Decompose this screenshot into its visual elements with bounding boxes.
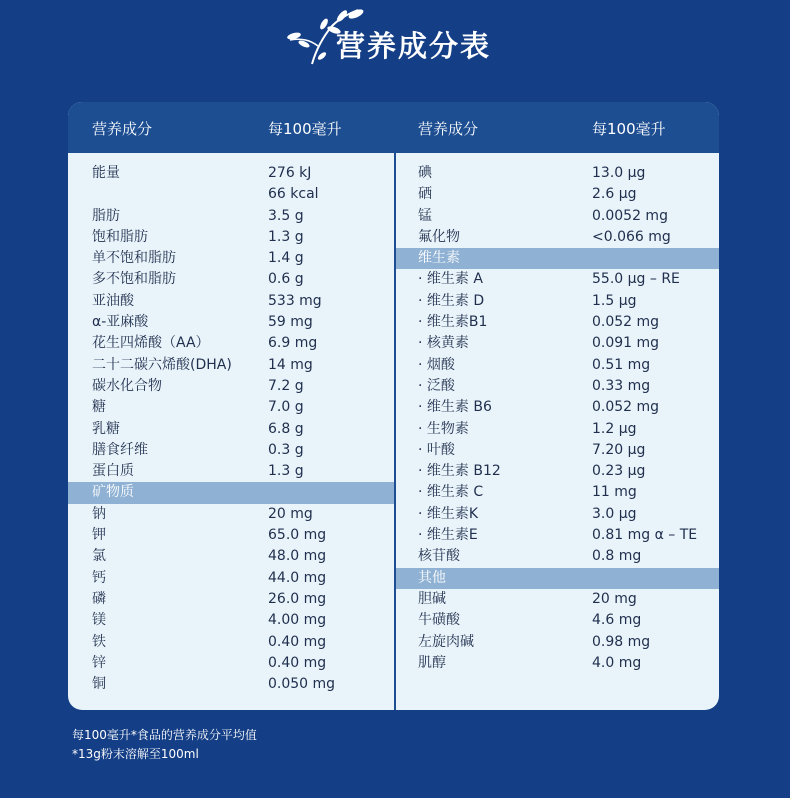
nutrient-value: 0.40 mg xyxy=(268,633,327,650)
table-row xyxy=(68,504,394,525)
nutrient-value: 13.0 μg xyxy=(592,165,646,181)
table-row xyxy=(68,227,394,248)
nutrient-name: 维生素 xyxy=(418,250,460,267)
nutrient-value: 20 mg xyxy=(268,505,313,522)
nutrient-value: 59 mg xyxy=(268,314,313,331)
table-row xyxy=(68,397,394,418)
nutrient-value: 11 mg xyxy=(592,484,637,501)
table-row xyxy=(396,589,719,610)
table-row xyxy=(396,632,719,653)
table-row xyxy=(68,568,394,589)
nutrient-value: 0.8 mg xyxy=(592,548,642,565)
nutrient-value: 7.0 g xyxy=(268,399,304,416)
table-row xyxy=(396,206,719,227)
table-row xyxy=(396,227,719,248)
footnote: *13g粉末溶解至100ml xyxy=(72,747,199,761)
table-row xyxy=(68,525,394,546)
nutrient-value: 6.9 mg xyxy=(268,335,318,352)
nutrient-name: 磷 xyxy=(92,590,106,607)
nutrient-name: 膳食纤维 xyxy=(92,441,148,458)
nutrient-value: 48.0 mg xyxy=(268,548,327,565)
nutrient-name: 其他 xyxy=(418,569,446,586)
nutrient-value: 1.4 g xyxy=(268,250,304,267)
nutrient-name: 铁 xyxy=(92,633,106,650)
nutrient-value: 0.3 g xyxy=(268,441,304,458)
nutrient-value: 3.0 μg xyxy=(592,505,637,522)
nutrient-value: 0.51 mg xyxy=(592,356,651,373)
table-row xyxy=(396,440,719,461)
nutrient-name: 左旋肉碱 xyxy=(418,633,474,650)
table-row xyxy=(68,269,394,290)
nutrient-name: 二十二碳六烯酸(DHA) xyxy=(92,356,232,373)
nutrient-name: 花生四烯酸（AA） xyxy=(92,335,210,352)
nutrient-name: 碘 xyxy=(418,165,432,181)
nutrient-name: · 维生素 A xyxy=(418,271,483,288)
table-row xyxy=(396,610,719,631)
nutrient-name: 氟化物 xyxy=(418,228,460,245)
table-row xyxy=(68,461,394,482)
nutrient-name: 多不饱和脂肪 xyxy=(92,271,176,288)
nutrient-value: 4.00 mg xyxy=(268,612,327,629)
table-row xyxy=(68,440,394,461)
table-row xyxy=(396,525,719,546)
table-row xyxy=(68,419,394,440)
table-row xyxy=(68,184,394,205)
table-row xyxy=(396,269,719,290)
nutrient-value: 0.091 mg xyxy=(592,335,660,352)
nutrient-name: 铜 xyxy=(92,676,106,693)
nutrient-value: 0.6 g xyxy=(268,271,304,288)
nutrient-value: <0.066 mg xyxy=(592,228,671,245)
nutrient-name: · 维生素E xyxy=(418,527,478,544)
nutrient-name: · 维生素 B12 xyxy=(418,463,501,480)
nutrient-name: 单不饱和脂肪 xyxy=(92,250,176,267)
nutrient-name: 锰 xyxy=(418,207,432,224)
table-row xyxy=(68,632,394,653)
nutrient-value: 7.2 g xyxy=(268,377,304,394)
nutrient-value: 55.0 μg – RE xyxy=(592,271,680,288)
nutrient-value: 1.5 μg xyxy=(592,292,637,309)
nutrient-name: 锌 xyxy=(92,654,106,671)
nutrient-name: · 生物素 xyxy=(418,420,469,437)
nutrient-value: 26.0 mg xyxy=(268,590,327,607)
table-row xyxy=(396,504,719,525)
nutrient-name: α-亚麻酸 xyxy=(92,314,149,331)
nutrient-name: 镁 xyxy=(92,612,106,629)
nutrient-value: 20 mg xyxy=(592,590,637,607)
nutrient-value: 1.2 μg xyxy=(592,420,637,437)
nutrient-name: 硒 xyxy=(418,186,432,203)
nutrient-name: 钠 xyxy=(92,505,106,522)
nutrient-name: · 维生素K xyxy=(418,505,479,522)
nutrient-value: 4.6 mg xyxy=(592,612,642,629)
section-header-row xyxy=(396,568,719,589)
nutrient-name: 亚油酸 xyxy=(92,292,134,309)
table-row xyxy=(68,291,394,312)
nutrient-value: 0.052 mg xyxy=(592,399,660,416)
table-row xyxy=(396,291,719,312)
section-header-row xyxy=(68,482,394,503)
nutrient-value: 6.8 g xyxy=(268,420,304,437)
nutrient-value: 2.6 μg xyxy=(592,186,637,203)
nutrient-name: 蛋白质 xyxy=(92,463,134,480)
table-row xyxy=(396,546,719,567)
nutrient-name: 饱和脂肪 xyxy=(92,228,148,245)
nutrient-value: 276 kJ xyxy=(268,165,312,181)
nutrient-name: 牛磺酸 xyxy=(418,612,460,629)
nutrient-value: 1.3 g xyxy=(268,228,304,245)
table-row xyxy=(396,355,719,376)
table-row xyxy=(68,610,394,631)
nutrient-name: · 核黄素 xyxy=(418,335,469,352)
nutrient-value: 0.81 mg α – TE xyxy=(592,527,698,544)
nutrient-value: 7.20 μg xyxy=(592,441,646,458)
nutrient-name: 碳水化合物 xyxy=(92,377,162,394)
nutrient-value: 0.33 mg xyxy=(592,377,651,394)
table-row xyxy=(68,355,394,376)
table-row xyxy=(68,163,394,184)
nutrient-value: 66 kcal xyxy=(268,186,319,203)
page-title: 营养成分表 xyxy=(336,29,492,63)
nutrient-value: 0.050 mg xyxy=(268,676,336,693)
header-left-value: 每100毫升 xyxy=(268,120,342,138)
table-row xyxy=(68,312,394,333)
table-row xyxy=(396,653,719,674)
nutrient-name: · 维生素 C xyxy=(418,484,484,501)
nutrient-name: · 维生素B1 xyxy=(418,314,488,331)
table-row xyxy=(68,206,394,227)
nutrient-name: 钙 xyxy=(92,569,106,586)
nutrient-value: 1.3 g xyxy=(268,463,304,480)
nutrient-name: 氯 xyxy=(92,548,106,565)
table-row xyxy=(68,333,394,354)
table-row xyxy=(396,397,719,418)
nutrient-name: · 维生素 D xyxy=(418,292,485,309)
nutrient-value: 3.5 g xyxy=(268,207,304,224)
nutrient-value: 0.98 mg xyxy=(592,633,651,650)
header-right-name: 营养成分 xyxy=(418,120,479,138)
nutrient-name: 肌醇 xyxy=(418,654,446,671)
nutrient-value: 0.052 mg xyxy=(592,314,660,331)
header-right-value: 每100毫升 xyxy=(592,120,666,138)
table-row xyxy=(396,333,719,354)
table-row xyxy=(68,376,394,397)
header-left-name: 营养成分 xyxy=(92,120,153,138)
table-row xyxy=(396,163,719,184)
nutrient-name: 胆碱 xyxy=(418,590,446,607)
table-row xyxy=(68,674,394,695)
nutrient-name: · 烟酸 xyxy=(418,356,455,373)
footnote: 每100毫升*食品的营养成分平均值 xyxy=(72,728,257,742)
nutrient-value: 44.0 mg xyxy=(268,569,327,586)
table-row xyxy=(68,653,394,674)
table-row xyxy=(396,184,719,205)
nutrient-name: 脂肪 xyxy=(92,207,120,224)
table-row xyxy=(68,546,394,567)
nutrition-table xyxy=(68,102,719,710)
nutrient-value: 533 mg xyxy=(268,292,322,309)
section-header-row xyxy=(396,248,719,269)
table-row xyxy=(68,248,394,269)
nutrient-value: 65.0 mg xyxy=(268,527,327,544)
nutrient-name: · 泛酸 xyxy=(418,377,455,394)
nutrient-value: 4.0 mg xyxy=(592,654,642,671)
table-row xyxy=(396,376,719,397)
nutrient-name: 钾 xyxy=(92,527,106,544)
table-row xyxy=(396,461,719,482)
nutrient-name: · 叶酸 xyxy=(418,441,455,458)
table-row xyxy=(396,482,719,503)
right-column xyxy=(396,163,719,674)
nutrient-name: 糖 xyxy=(92,399,106,416)
nutrient-name: 核苷酸 xyxy=(418,548,460,565)
nutrient-name: · 维生素 B6 xyxy=(418,399,492,416)
nutrient-value: 0.23 μg xyxy=(592,463,646,480)
title-bar xyxy=(0,0,790,90)
nutrient-name: 矿物质 xyxy=(92,484,134,501)
table-row xyxy=(68,589,394,610)
nutrient-value: 0.0052 mg xyxy=(592,207,668,224)
table-row xyxy=(396,419,719,440)
left-column xyxy=(68,163,394,695)
table-row xyxy=(396,312,719,333)
nutrient-name: 能量 xyxy=(92,165,120,181)
nutrient-value: 0.40 mg xyxy=(268,654,327,671)
nutrient-name: 乳糖 xyxy=(92,420,120,437)
nutrient-value: 14 mg xyxy=(268,356,313,373)
